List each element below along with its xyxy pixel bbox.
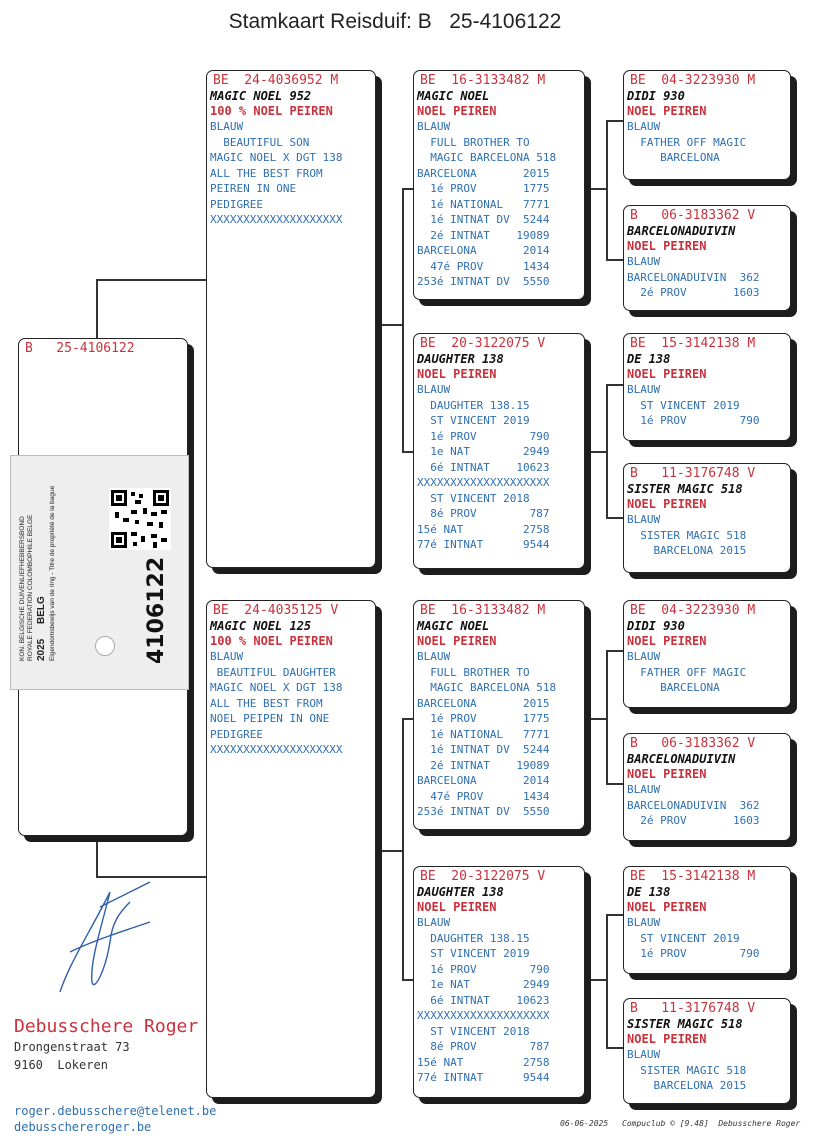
pigeon-name: DIDI 930 (627, 89, 685, 103)
pedigree-card-mff (623, 600, 791, 708)
pigeon-name: DAUGHTER 138 (417, 352, 504, 366)
connector (606, 914, 624, 916)
connector (402, 188, 404, 452)
ring-number: BE 04-3223930 M (630, 603, 756, 618)
pigeon-name: DIDI 930 (627, 619, 685, 633)
info-line: BEAUTIFUL SON (210, 135, 310, 149)
connector (402, 718, 404, 980)
pedigree-card-mm (413, 866, 585, 1098)
connector (586, 451, 608, 453)
ring-number: BE 20-3122075 V (420, 336, 546, 351)
info-line: BLAUW (417, 916, 451, 929)
pedigree-card-father (206, 70, 376, 568)
owner-name: 100 % NOEL PEIREN (210, 104, 333, 118)
pedigree-card-fff (623, 70, 791, 180)
info-line: 47é PROV 1434 (417, 789, 550, 803)
card-lines (414, 119, 584, 290)
ring-number: BE 04-3223930 M (630, 73, 756, 88)
sticker-text-rotated (19, 461, 57, 661)
card-lines (624, 119, 790, 166)
pigeon-name: BARCELONADUIVIN (627, 224, 736, 238)
info-line: BLAUW (627, 255, 661, 268)
pigeon-name: MAGIC NOEL (417, 619, 490, 633)
info-line: 1é PROV 790 (627, 414, 760, 427)
info-line: 1é PROV 790 (417, 962, 550, 976)
info-line: 253é INTNAT DV 5550 (417, 805, 550, 818)
card-lines (624, 782, 790, 829)
qr-code-icon (109, 488, 171, 550)
info-line: NOEL PEIPEN IN ONE (210, 712, 330, 725)
info-line: XXXXXXXXXXXXXXXXXXXX (417, 476, 550, 489)
breeder-website: debusschereroger.be (14, 1120, 152, 1134)
sticker-country: BELG (36, 596, 47, 624)
connector (376, 850, 404, 852)
info-line: 8é PROV 787 (417, 1040, 550, 1053)
owner-name: NOEL PEIREN (627, 367, 707, 381)
connector (96, 279, 98, 339)
info-line: MAGIC BARCELONA 518 (417, 151, 557, 164)
info-line: MAGIC NOEL X DGT 138 (210, 151, 343, 164)
info-line: 77é INTNAT 9544 (417, 538, 550, 551)
info-line: BARCELONA (627, 681, 720, 694)
owner-name: NOEL PEIREN (627, 634, 707, 648)
info-line: BLAUW (417, 383, 451, 396)
owner-name: NOEL PEIREN (627, 767, 707, 781)
info-line: 1é PROV 1775 (417, 712, 550, 725)
sticker-line3: Eigendomsbewijs van de ring - Titre de propriété de la bague (49, 485, 56, 661)
info-line: 1é NATIONAL 7771 (417, 197, 550, 211)
ring-number: BE 16-3133482 M (420, 73, 546, 88)
info-line: PEDIGREE (210, 197, 263, 211)
card-lines (624, 915, 790, 962)
info-line: XXXXXXXXXXXXXXXXXXXX (417, 1009, 550, 1022)
info-line: SISTER MAGIC 518 (627, 528, 747, 542)
info-line: PEIREN IN ONE (210, 182, 297, 195)
info-line: ST VINCENT 2019 (417, 947, 530, 960)
pigeon-name: DAUGHTER 138 (417, 885, 504, 899)
info-line: SISTER MAGIC 518 (627, 1063, 747, 1077)
info-line: 6é INTNAT 10623 (417, 460, 550, 474)
info-line: BLAUW (417, 650, 451, 663)
card-lines (624, 254, 790, 301)
info-line: XXXXXXXXXXXXXXXXXXXX (210, 213, 343, 226)
connector (586, 188, 608, 190)
pigeon-name: MAGIC NOEL 952 (210, 89, 312, 103)
sticker-hole (95, 636, 115, 656)
pedigree-card-mfm (623, 733, 791, 841)
info-line: ALL THE BEST FROM (210, 696, 323, 710)
sticker-line2: ROYALE FEDERATION COLOMBOPHILE BELGE (27, 514, 34, 661)
info-line: 2é INTNAT 19089 (417, 758, 550, 772)
owner-name: 100 % NOEL PEIREN (210, 634, 333, 648)
info-line: BARCELONADUIVIN 362 (627, 270, 760, 284)
info-line: 47é PROV 1434 (417, 259, 550, 273)
card-lines (624, 382, 790, 429)
card-lines (624, 512, 790, 559)
info-line: BLAUW (210, 650, 244, 663)
info-line: 1é INTNAT DV 5244 (417, 743, 550, 756)
ring-number: BE 20-3122075 V (420, 869, 546, 884)
info-line: FULL BROTHER TO (417, 665, 530, 679)
info-line: DAUGHTER 138.15 (417, 398, 530, 412)
info-line: 2é PROV 1603 (627, 286, 760, 299)
connector (606, 517, 624, 519)
pedigree-card-fm (413, 333, 585, 569)
info-line: 1é NATIONAL 7771 (417, 727, 550, 741)
connector (606, 384, 624, 386)
info-line: 2é PROV 1603 (627, 814, 760, 827)
pedigree-card-mf (413, 600, 585, 830)
pedigree-card-ffm (623, 205, 791, 311)
card-lines (207, 649, 375, 758)
info-line: ST VINCENT 2019 (417, 414, 530, 427)
connector (606, 259, 624, 261)
info-line: MAGIC NOEL X DGT 138 (210, 681, 343, 694)
ring-number: B 06-3183362 V (630, 736, 756, 751)
info-line: BARCELONA 2015 (417, 696, 550, 710)
info-line: BLAUW (627, 1048, 661, 1061)
owner-name: NOEL PEIREN (627, 900, 707, 914)
sticker-year: 2025 (36, 638, 47, 661)
pigeon-name: BARCELONADUIVIN (627, 752, 736, 766)
connector (606, 120, 608, 260)
card-lines (624, 1047, 790, 1094)
connector (586, 718, 608, 720)
info-line: FATHER OFF MAGIC (627, 135, 747, 149)
sticker-number: 4106122 (144, 556, 169, 664)
breeder-street: Drongenstraat 73 (14, 1040, 130, 1054)
info-line: BLAUW (627, 120, 661, 133)
card-lines (624, 649, 790, 696)
subject-ring: B 25-4106122 (25, 341, 135, 356)
card-lines (414, 915, 584, 1086)
pedigree-card-mmf (623, 866, 791, 974)
info-line: 15é NAT 2758 (417, 522, 550, 536)
card-lines (207, 119, 375, 228)
info-line: FULL BROTHER TO (417, 135, 530, 149)
info-line: BLAUW (210, 120, 244, 133)
info-line: 15é NAT 2758 (417, 1055, 550, 1069)
pigeon-name: MAGIC NOEL 125 (210, 619, 312, 633)
info-line: BARCELONA (627, 151, 720, 164)
info-line: PEDIGREE (210, 727, 263, 741)
info-line: XXXXXXXXXXXXXXXXXXXX (210, 743, 343, 756)
breeder-email: roger.debusschere@telenet.be (14, 1104, 217, 1118)
info-line: BARCELONA 2015 (627, 1079, 747, 1092)
info-line: MAGIC BARCELONA 518 (417, 681, 557, 694)
info-line: BARCELONA 2014 (417, 244, 550, 257)
ring-number: B 11-3176748 V (630, 466, 756, 481)
breeder-city: 9160 Lokeren (14, 1058, 108, 1072)
ring-number: B 11-3176748 V (630, 1001, 756, 1016)
pigeon-name: DE 138 (627, 885, 671, 899)
owner-name: NOEL PEIREN (417, 367, 497, 381)
connector (606, 384, 608, 518)
ring-number: BE 15-3142138 M (630, 336, 756, 351)
ring-number: BE 24-4035125 V (213, 603, 339, 618)
card-lines (414, 382, 584, 553)
pigeon-name: DE 138 (627, 352, 671, 366)
info-line: ST VINCENT 2019 (627, 931, 740, 945)
connector (606, 650, 608, 784)
info-line: 8é PROV 787 (417, 507, 550, 520)
info-line: 77é INTNAT 9544 (417, 1071, 550, 1084)
info-line: BLAUW (417, 120, 451, 133)
info-line: BLAUW (627, 916, 661, 929)
info-line: BARCELONADUIVIN 362 (627, 798, 760, 812)
print-date: 06-06-2025 (560, 1119, 609, 1128)
connector (606, 650, 624, 652)
info-line: BARCELONA 2014 (417, 774, 550, 787)
owner-name: NOEL PEIREN (627, 104, 707, 118)
owner-name: NOEL PEIREN (627, 239, 707, 253)
owner-name: NOEL PEIREN (417, 104, 497, 118)
info-line: BLAUW (627, 383, 661, 396)
info-line: ST VINCENT 2019 (627, 398, 740, 412)
connector (376, 324, 404, 326)
owner-name: NOEL PEIREN (627, 1032, 707, 1046)
connector (606, 1047, 624, 1049)
info-line: ST VINCENT 2018 (417, 1024, 530, 1038)
info-line: 1é PROV 1775 (417, 182, 550, 195)
card-lines (414, 649, 584, 820)
pedigree-card-fmf (623, 333, 791, 441)
info-line: 1é PROV 790 (627, 947, 760, 960)
ring-number: BE 15-3142138 M (630, 869, 756, 884)
connector (606, 914, 608, 1048)
ring-number: B 06-3183362 V (630, 208, 756, 223)
pedigree-card-fmm (623, 463, 791, 573)
info-line: 2é INTNAT 19089 (417, 228, 550, 242)
info-line: BLAUW (627, 650, 661, 663)
info-line: BARCELONA 2015 (627, 544, 747, 557)
ring-number: BE 16-3133482 M (420, 603, 546, 618)
info-line: BLAUW (627, 783, 661, 796)
info-line: DAUGHTER 138.15 (417, 931, 530, 945)
info-line: BLAUW (627, 513, 661, 526)
pedigree-card-mmm (623, 998, 791, 1104)
info-line: 1é PROV 790 (417, 429, 550, 443)
pigeon-name: SISTER MAGIC 518 (627, 1017, 743, 1031)
page-title: Stamkaart Reisduif: B 25-4106122 (228, 10, 562, 33)
ring-number: BE 24-4036952 M (213, 73, 339, 88)
pedigree-card-ff (413, 70, 585, 300)
info-line: FATHER OFF MAGIC (627, 665, 747, 679)
info-line: 253é INTNAT DV 5550 (417, 275, 550, 288)
owner-name: NOEL PEIREN (627, 497, 707, 511)
pigeon-name: SISTER MAGIC 518 (627, 482, 743, 496)
info-line: BARCELONA 2015 (417, 166, 550, 180)
ring-sticker (10, 455, 189, 690)
info-line: 1e NAT 2949 (417, 445, 550, 458)
info-line: ST VINCENT 2018 (417, 491, 530, 505)
owner-name: NOEL PEIREN (417, 634, 497, 648)
sticker-line1: KON. BELGISCHE DUIVENLIEFHEBBERSBOND (19, 516, 26, 661)
connector (606, 783, 624, 785)
pedigree-card-mother (206, 600, 376, 1098)
pigeon-name: MAGIC NOEL (417, 89, 490, 103)
info-line: 1e NAT 2949 (417, 978, 550, 991)
info-line: 6é INTNAT 10623 (417, 993, 550, 1007)
breeder-name: Debusschere Roger (14, 1016, 199, 1037)
connector (606, 120, 624, 122)
signature-icon (50, 872, 160, 1002)
connector (96, 279, 208, 281)
info-line: ALL THE BEST FROM (210, 166, 323, 180)
info-line: BEAUTIFUL DAUGHTER (210, 665, 336, 679)
owner-name: NOEL PEIREN (417, 900, 497, 914)
info-line: 1é INTNAT DV 5244 (417, 213, 550, 226)
connector (586, 979, 608, 981)
software-credit: Compuclub © [9.48] Debusschere Roger (622, 1119, 801, 1128)
